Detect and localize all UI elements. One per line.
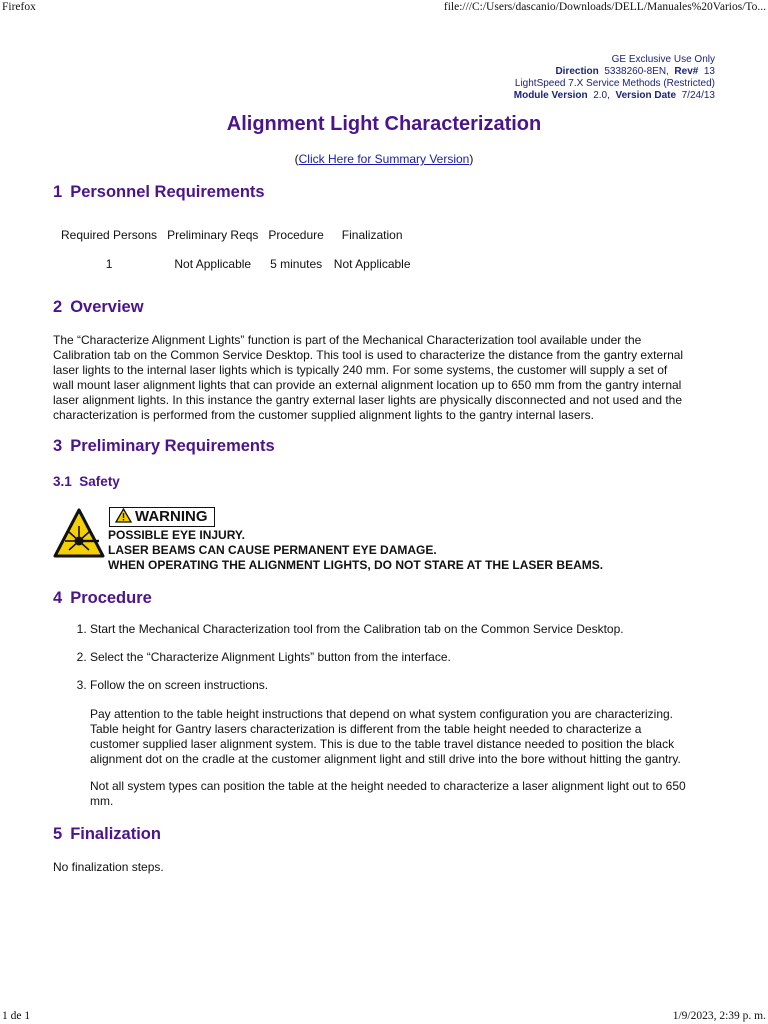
text-line: Calibration tab on the Common Service Desktop. This tool is used to characterize the distance from the gantry external <box>53 348 684 362</box>
meta-direction: Direction 5338260-8EN, Rev# 13 <box>555 66 715 77</box>
laser-warning <box>53 507 673 572</box>
print-footer <box>0 1010 768 1024</box>
laser-hazard-icon <box>53 508 105 560</box>
print-header-app: Firefox <box>2 1 36 13</box>
section-heading-finalization: 5 Finalization <box>53 825 161 843</box>
subsection-heading-safety: 3.1 Safety <box>53 474 120 489</box>
list-item: 1. Start the Mechanical Characterization tool from the Calibration tab on the Common Service Desktop. <box>90 622 740 637</box>
section-heading-preliminary: 3 Preliminary Requirements <box>53 437 275 455</box>
procedure-note-table-height <box>90 707 720 767</box>
overview-paragraph <box>53 333 718 423</box>
text-line: Table height for Gantry lasers characterization is different from the table height needed to characterize a <box>90 722 642 736</box>
procedure-steps <box>72 622 740 706</box>
text-line: wall mount laser alignment lights that can provide an external alignment location up to 650 mm from the gantry internal <box>53 378 682 392</box>
table-cell: 5 minutes <box>270 257 323 271</box>
table-header-cell: Preliminary Reqs <box>167 228 259 242</box>
table-header-row <box>56 222 416 249</box>
text-line: characterization is performed from the customer supplied alignment lights to the gantry internal lasers. <box>53 408 594 422</box>
section-heading-procedure: 4 Procedure <box>53 589 152 607</box>
list-item: 3. Follow the on screen instructions. <box>90 678 740 693</box>
table-cell: Not Applicable <box>174 257 252 271</box>
text-line: laser lights to the internal laser lights which is typically 240 mm. For some systems, the customer will supply a set of <box>53 363 668 377</box>
meta-exclusive: GE Exclusive Use Only <box>611 54 715 65</box>
table-cell: Not Applicable <box>333 257 411 271</box>
section-heading-overview: 2 Overview <box>53 298 144 316</box>
text-line: alignment dot on the cradle at the customer alignment light and still drive into the bore without hitting the gantry. <box>90 752 681 766</box>
meta-product: LightSpeed 7.X Service Methods (Restricted) <box>514 78 715 89</box>
warning-label: WARNING <box>135 508 208 525</box>
text-line: mm. <box>90 794 114 808</box>
warning-triangle-icon <box>115 508 132 523</box>
table-cell: 1 <box>105 257 113 271</box>
text-line: The “Characterize Alignment Lights” function is part of the Mechanical Characterization tool available under the <box>53 333 642 347</box>
summary-line: (Click Here for Summary Version) <box>294 152 474 166</box>
table-header-cell: Procedure <box>268 228 324 242</box>
text-line: customer supplied laser alignment system. This is due to the table travel distance needed to position the black <box>90 737 675 751</box>
text-line: Not all system types can position the table at the height needed to characterize a laser alignment light out to 650 <box>90 779 686 793</box>
print-header <box>0 1 768 15</box>
table-header-cell: Finalization <box>341 228 403 242</box>
warning-line: LASER BEAMS CAN CAUSE PERMANENT EYE DAMAGE. <box>108 543 437 557</box>
personnel-requirements-table <box>56 222 416 278</box>
text-line: Pay attention to the table height instructions that depend on what system configuration you are characterizing. <box>90 707 674 721</box>
print-footer-date: 1/9/2023, 2:39 p. m. <box>672 1010 766 1022</box>
print-header-url: file:///C:/Users/dascanio/Downloads/DELL/Manuales%20Varios/To... <box>443 1 766 13</box>
meta-version: Module Version 2.0, Version Date 7/24/13 <box>513 90 715 101</box>
list-item: 2. Select the “Characterize Alignment Lights” button from the interface. <box>90 650 740 665</box>
warning-line: POSSIBLE EYE INJURY. <box>108 528 245 542</box>
procedure-note-system-types <box>90 779 720 809</box>
section-heading-personnel: 1 Personnel Requirements <box>53 183 265 201</box>
finalization-text: No finalization steps. <box>53 860 164 874</box>
summary-version-link[interactable]: Click Here for Summary Version <box>298 152 470 166</box>
text-line: laser alignment lights. In this instance the gantry external laser lights are physically disconnected and not used and the <box>53 393 683 407</box>
warning-line: WHEN OPERATING THE ALIGNMENT LIGHTS, DO NOT STARE AT THE LASER BEAMS. <box>108 558 604 572</box>
table-row <box>56 249 416 278</box>
document-meta <box>514 54 715 102</box>
print-footer-page: 1 de 1 <box>2 1010 31 1022</box>
table-header-cell: Required Persons <box>61 228 158 242</box>
warning-label-box <box>109 507 215 527</box>
page-title: Alignment Light Characterization <box>226 113 542 135</box>
